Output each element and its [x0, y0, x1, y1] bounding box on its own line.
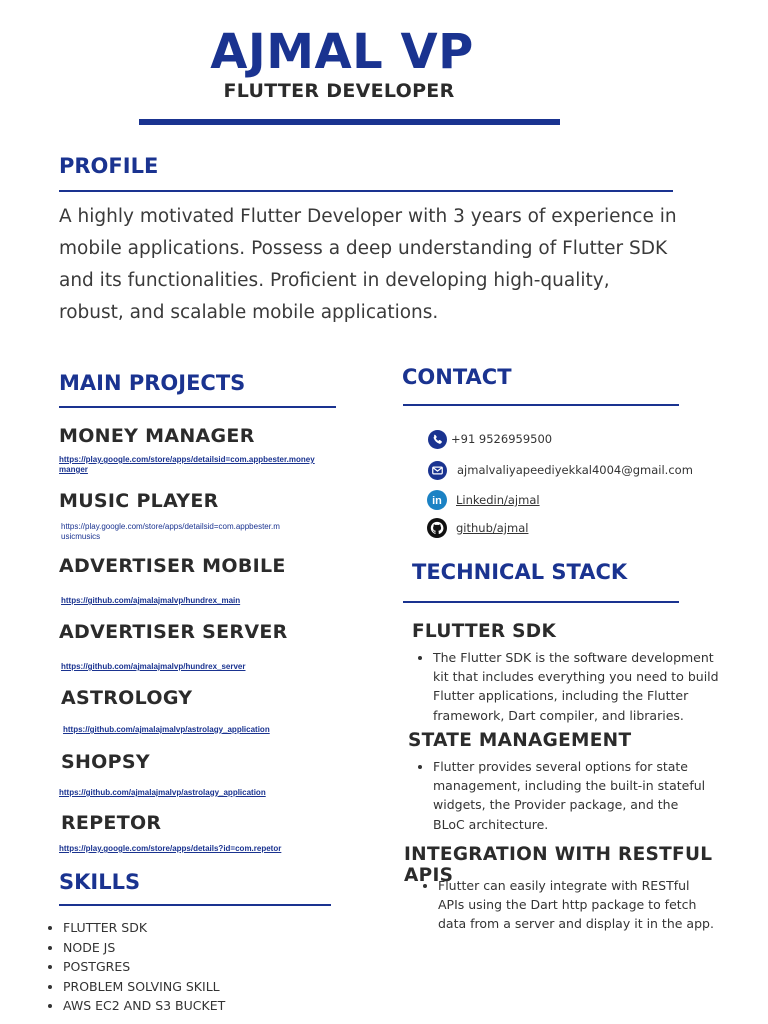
- profile-text: A highly motivated Flutter Developer with 3 years of experience in mobile applications. Possess a deep understanding of Flutter SDK and its functionalities. Proficient in developing high-quality, robust, and scalable mobile applications.: [59, 206, 677, 323]
- linkedin-link[interactable]: Linkedin/ajmal: [456, 493, 540, 507]
- project-link-shopsy[interactable]: https://github.com/ajmalajmalvp/astrolagy_application: [59, 788, 266, 797]
- skill-item: • NODE JS: [63, 938, 346, 958]
- skill-item: • AWS EC2 AND S3 BUCKET: [63, 996, 346, 1016]
- project-title-astrology: ASTROLOGY: [61, 687, 193, 709]
- project-title-shopsy: SHOPSY: [61, 751, 150, 773]
- project-title-advertiser-server: ADVERTISER SERVER: [59, 621, 288, 643]
- tech-title-restful-apis: INTEGRATION WITH RESTFUL APIS: [404, 844, 713, 886]
- contact-github[interactable]: [427, 517, 528, 539]
- project-link-astrology[interactable]: https://github.com/ajmalajmalvp/astrolagy_application: [63, 725, 270, 734]
- tech-bullet-restful-apis: • Flutter can easily integrate with RESTful APIs using the Dart http package to fetch data from a server and display it in the app.: [416, 876, 716, 934]
- project-link-music-player[interactable]: https://play.google.com/store/apps/detailsid=com.appbester.m usicmusics: [61, 522, 280, 541]
- contact-linkedin[interactable]: [427, 489, 540, 511]
- tech-title-flutter-sdk: FLUTTER SDK: [412, 621, 557, 642]
- resume-role: FLUTTER DEVELOPER: [223, 80, 455, 102]
- project-link-advertiser-server[interactable]: https://github.com/ajmalajmalvp/hundrex_server: [61, 662, 246, 671]
- linkedin-icon: [427, 490, 447, 510]
- projects-heading: MAIN PROJECTS: [59, 371, 246, 395]
- project-title-money-manager: MONEY MANAGER: [59, 425, 255, 447]
- contact-email[interactable]: [427, 459, 693, 481]
- contact-heading: CONTACT: [402, 365, 512, 389]
- project-link-money-manager[interactable]: https://play.google.com/store/apps/detailsid=com.appbester.money manger: [59, 455, 315, 474]
- phone-icon: [427, 429, 447, 449]
- profile-divider: [59, 190, 673, 192]
- contact-phone[interactable]: [427, 428, 552, 450]
- contact-divider: [403, 404, 679, 406]
- projects-divider: [59, 406, 336, 408]
- project-link-advertiser-mobile[interactable]: https://github.com/ajmalajmalvp/hundrex_main: [61, 596, 241, 605]
- tech-bullet-flutter-sdk: • The Flutter SDK is the software development kit that includes everything you need to build Flutter applications, including the Flutter framework, Dart compiler, and libraries.: [411, 648, 731, 725]
- project-title-repetor: REPETOR: [61, 812, 162, 834]
- svg-text:in: in: [432, 494, 442, 507]
- project-title-advertiser-mobile: ADVERTISER MOBILE: [59, 555, 286, 577]
- email-icon: [427, 460, 447, 480]
- tech-title-state-management: STATE MANAGEMENT: [408, 730, 632, 751]
- skill-item: • PROBLEM SOLVING SKILL: [63, 977, 346, 997]
- profile-heading: PROFILE: [59, 154, 159, 178]
- header-divider: [139, 119, 560, 125]
- tech-bullet-state-management: • Flutter provides several options for state management, including the built-in stateful widgets, the Provider package, and the BLoC architecture.: [411, 757, 711, 834]
- tech-stack-divider: [403, 601, 679, 603]
- tech-stack-heading: TECHNICAL STACK: [412, 560, 628, 584]
- skills-heading: SKILLS: [59, 870, 141, 894]
- email-text: ajmalvaliyapeediyekkal4004@gmail.com: [457, 463, 693, 477]
- skills-list: [46, 918, 346, 1016]
- skill-item: • FLUTTER SDK: [63, 918, 346, 938]
- github-link[interactable]: github/ajmal: [456, 521, 529, 535]
- skill-item: • POSTGRES: [63, 957, 346, 977]
- phone-text: +91 9526959500: [451, 432, 553, 446]
- project-link-repetor[interactable]: https://play.google.com/store/apps/details?id=com.repetor: [59, 844, 282, 853]
- github-icon: [427, 518, 447, 538]
- project-title-music-player: MUSIC PLAYER: [59, 490, 219, 512]
- skills-divider: [59, 904, 331, 906]
- resume-name: AJMAL VP: [210, 24, 474, 80]
